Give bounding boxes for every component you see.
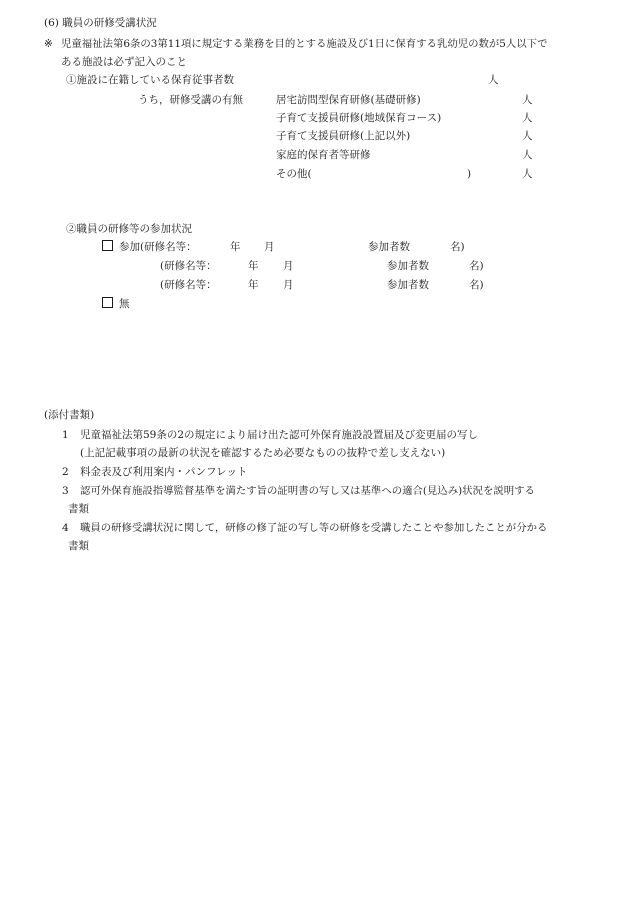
attachment-text: 児童福祉法第59条の2の規定により届け出た認可外保育施設設置届及び変更届の写し [80, 429, 479, 441]
count-unit: 名) [469, 279, 484, 291]
training-unit: 人 [522, 149, 533, 161]
note-line-1: 児童福祉法第6条の3第11項に規定する業務を目的とする施設及び1日に保育する乳幼児の数が5人以下で [61, 38, 548, 50]
count-unit: 名) [450, 241, 465, 253]
count-unit: 名) [469, 260, 484, 272]
training-name: 家庭的保育者等研修 [276, 149, 371, 161]
training-unit: 人 [522, 112, 533, 124]
staff-count-unit: 人 [488, 74, 499, 86]
section-title: (6) 職員の研修受講状況 [44, 17, 157, 29]
attachment-text: 認可外保育施設指導監督基準を満たす旨の証明書の写し又は基準への適合(見込み)状況を説明する [80, 485, 535, 497]
year-label: 年 [230, 241, 241, 253]
note-mark: ※ [44, 38, 53, 50]
training-name: 居宅訪問型保育研修(基礎研修) [276, 94, 421, 106]
year-label: 年 [248, 279, 259, 291]
training-unit: 人 [522, 168, 533, 180]
training-unit: 人 [522, 130, 533, 142]
training-name: その他( [276, 168, 312, 180]
option-none[interactable] [102, 297, 130, 311]
attachments-title: (添付書類) [44, 409, 95, 421]
option-participated-label: 参加(研修名等： [119, 241, 197, 253]
training-name: 子育て支援員研修(上記以外) [276, 130, 411, 142]
attachment-text-cont: (上記記載事項の最新の状況を確認するため必要なものの抜粋で差し支えない) [80, 447, 446, 459]
attachment-text-cont: 書類 [68, 540, 89, 552]
option-participated[interactable] [102, 240, 197, 254]
participated-checkbox[interactable] [102, 240, 113, 251]
option-none-label: 無 [119, 298, 130, 310]
participants-label: 参加者数 [368, 241, 410, 253]
training-name-prefix: (研修名等： [160, 279, 217, 291]
attachment-num: 3 [62, 485, 69, 497]
participants-label: 参加者数 [387, 260, 429, 272]
attachment-text: 料金表及び利用案内・パンフレット [80, 466, 248, 478]
attachment-num: 2 [62, 466, 69, 478]
training-close-paren: ) [467, 168, 472, 180]
month-label: 月 [283, 260, 294, 272]
training-unit: 人 [522, 94, 533, 106]
participants-label: 参加者数 [387, 279, 429, 291]
attachment-num: 1 [62, 429, 69, 441]
participation-label: ②職員の研修等の参加状況 [66, 223, 192, 235]
note-line-2: ある施設は必ず記入のこと [61, 56, 187, 68]
attachment-text-cont: 書類 [68, 503, 89, 515]
year-label: 年 [248, 260, 259, 272]
staff-count-label: ①施設に在籍している保育従事者数 [66, 74, 234, 86]
month-label: 月 [264, 241, 275, 253]
attachment-text: 職員の研修受講状況に関して，研修の修了証の写し等の研修を受講したことや参加したことが分かる [80, 522, 548, 534]
training-sub-label: うち，研修受講の有無 [138, 94, 243, 106]
training-name: 子育て支援員研修(地域保育コース) [276, 112, 442, 124]
month-label: 月 [283, 279, 294, 291]
attachment-num: 4 [62, 522, 69, 534]
training-name-prefix: (研修名等： [160, 260, 217, 272]
none-checkbox[interactable] [102, 297, 113, 308]
